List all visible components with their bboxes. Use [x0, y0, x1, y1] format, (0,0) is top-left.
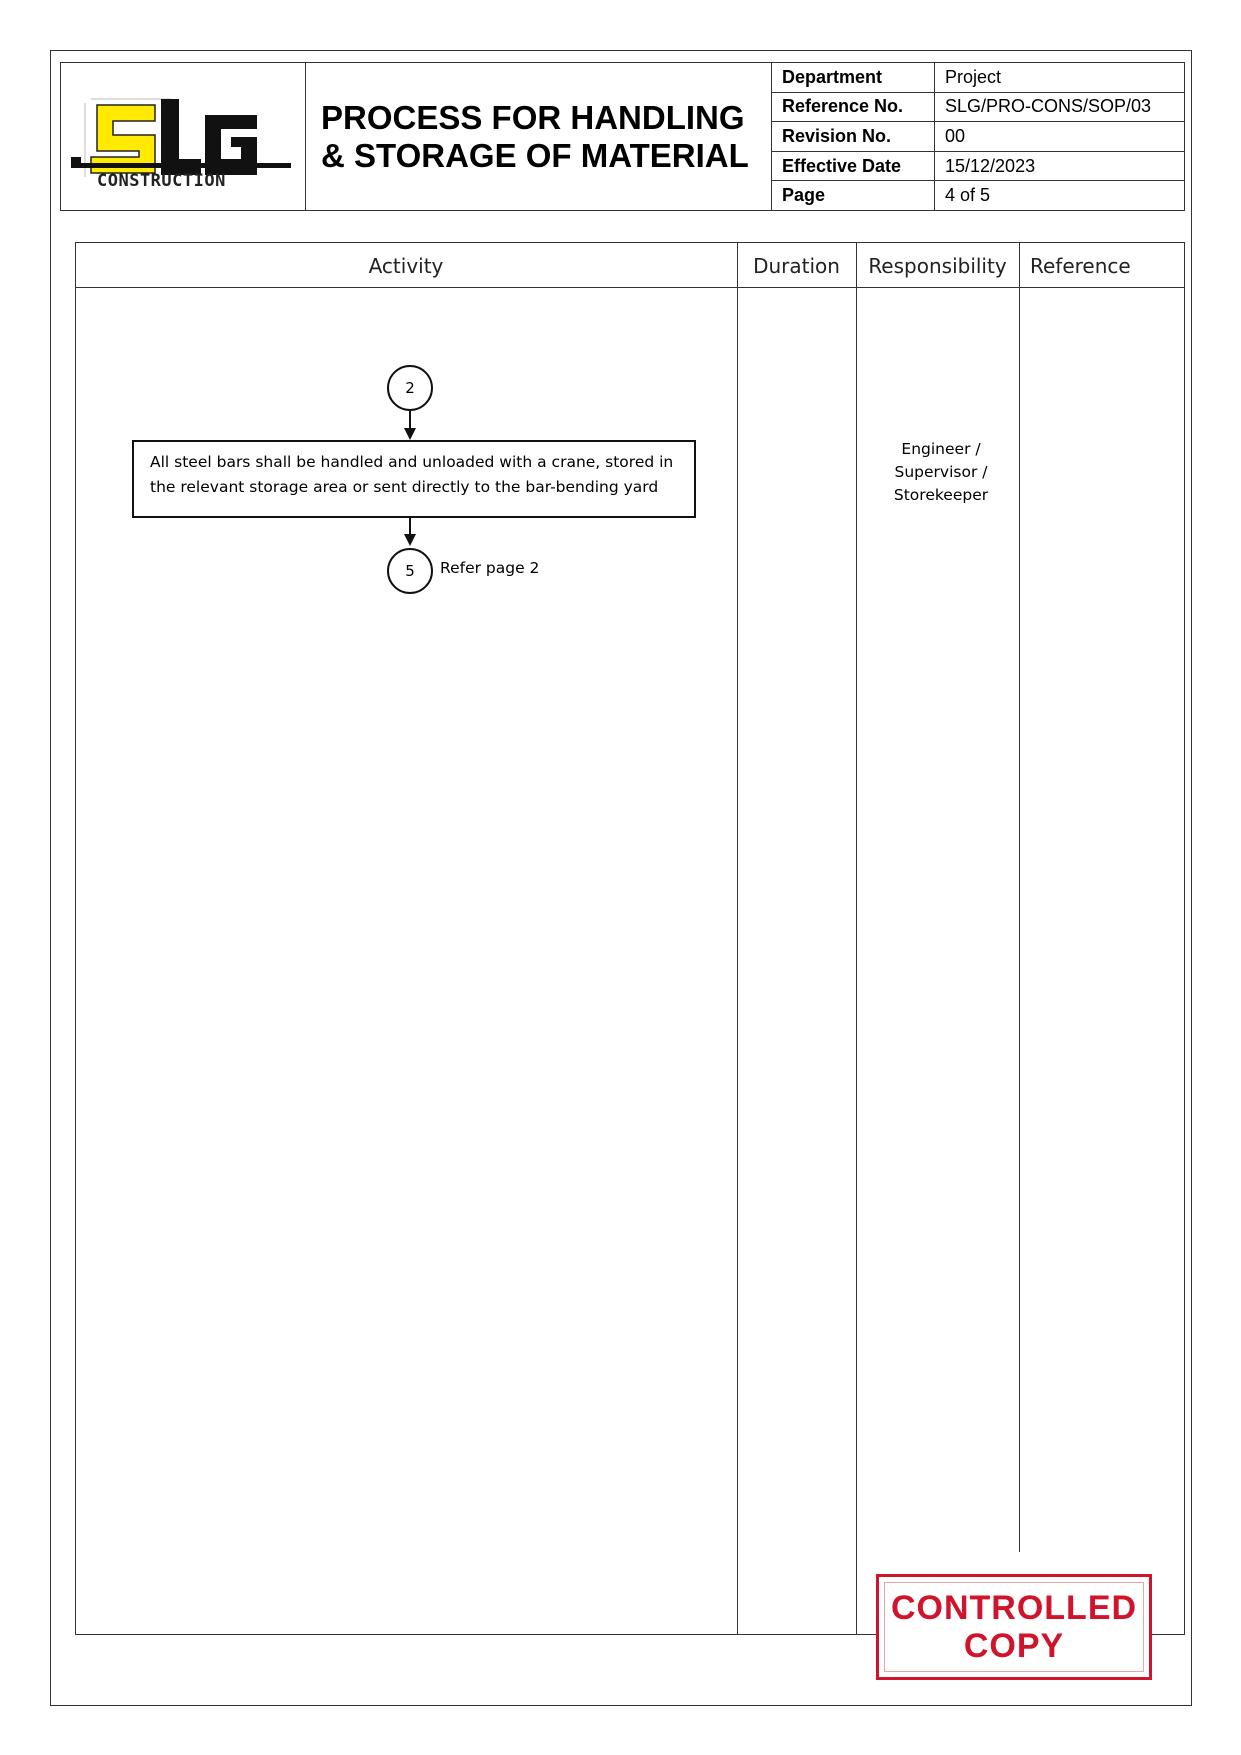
responsibility-line: Storekeeper	[893, 486, 989, 504]
meta-label: Page	[772, 181, 935, 211]
meta-label: Department	[772, 63, 935, 93]
title-line-2: & STORAGE OF MATERIAL	[321, 136, 749, 174]
connector-start: 2	[387, 365, 433, 411]
logo-subtext: CONSTRUCTION	[97, 171, 226, 191]
meta-label: Reference No.	[772, 92, 935, 122]
column-header-reference: Reference	[1030, 254, 1131, 278]
stamp-line-1: CONTROLLED	[890, 1589, 1138, 1627]
meta-label: Revision No.	[772, 122, 935, 152]
controlled-copy-stamp	[876, 1574, 1152, 1680]
column-header-duration: Duration	[753, 254, 840, 278]
meta-value: 00	[935, 122, 1185, 152]
process-step-box: All steel bars shall be handled and unloaded with a crane, stored in the relevant storage area or sent directly to the bar-bending yard	[132, 440, 696, 518]
meta-label: Effective Date	[772, 151, 935, 181]
title-line-1: PROCESS FOR HANDLING	[321, 98, 745, 136]
connector-end: 5	[387, 548, 433, 594]
column-header-responsibility: Responsibility	[868, 254, 1007, 278]
meta-value: 15/12/2023	[935, 151, 1185, 181]
meta-value: Project	[935, 63, 1185, 93]
meta-value: 4 of 5	[935, 181, 1185, 211]
connector-note: Refer page 2	[440, 559, 540, 577]
column-header-activity: Activity	[368, 254, 444, 278]
meta-value: SLG/PRO-CONS/SOP/03	[935, 92, 1185, 122]
responsibility-line: Supervisor /	[894, 463, 988, 481]
responsibility-cell	[862, 438, 1020, 507]
responsibility-line: Engineer /	[901, 440, 981, 458]
stamp-line-2: COPY	[963, 1627, 1065, 1665]
